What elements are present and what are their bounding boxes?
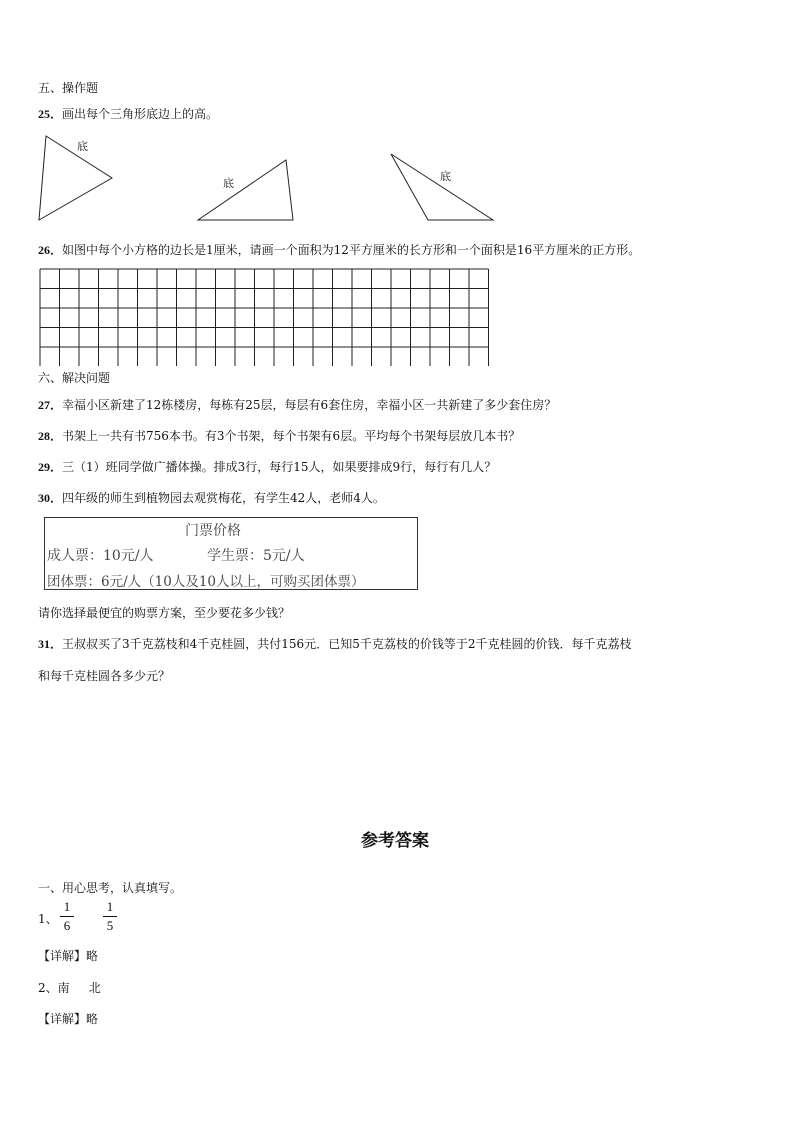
fraction-numerator: 1 (63, 899, 71, 914)
answers-section-1: 一、用心思考，认真填写。 (38, 881, 183, 895)
question-text: 王叔叔买了3千克荔枝和4千克桂圆，共付156元．已知5千克荔枝的价钱等于2千克桂圆的价钱．每千克荔枝 (62, 637, 632, 651)
question-30-prompt: 请你选择最便宜的购票方案，至少要花多少钱？ (38, 606, 291, 620)
ticket-price-title: 门票价格 (185, 523, 241, 539)
question-27 (38, 396, 556, 413)
question-31-line-2: 和每千克桂圆各多少元？ (38, 669, 171, 683)
ticket-price-table (44, 517, 418, 590)
triangle-2-base-label: 底 (223, 177, 234, 190)
square-grid (39, 268, 497, 366)
question-text: 三（1）班同学做广播体操。排成3行，每行15人，如果要排成9行，每行有几人？ (62, 460, 497, 474)
question-31-line-1 (38, 635, 631, 652)
question-number: 28． (38, 429, 63, 443)
question-text: 书架上一共有书756本书。有3个书架，每个书架有6层。平均每个书架每层放几本书？ (62, 429, 521, 443)
answer-1-detail: 【详解】略 (38, 949, 99, 963)
question-29 (38, 458, 496, 475)
question-28 (38, 427, 520, 444)
answer-2-detail: 【详解】略 (38, 1012, 99, 1026)
fraction-numerator: 1 (106, 899, 114, 914)
question-text: 如图中每个小方格的边长是1厘米，请画一个面积为12平方厘米的长方形和一个面积是16平方厘米的正方形。 (62, 243, 641, 257)
question-number: 30． (38, 491, 63, 505)
question-number: 26． (38, 243, 63, 257)
section-title-5: 五、操作题 (38, 81, 99, 95)
section-title-6: 六、解决问题 (38, 371, 111, 385)
ticket-group-price: 团体票：6元/人（10人及10人以上，可购买团体票） (47, 574, 365, 590)
question-30 (38, 489, 385, 506)
question-number: 31． (38, 637, 63, 651)
question-number: 25． (38, 107, 63, 121)
triangle-1 (39, 136, 112, 220)
answers-title: 参考答案 (361, 831, 429, 851)
triangle-figures (36, 134, 506, 226)
triangle-1-base-label: 底 (77, 140, 88, 153)
answer-1-number: 1、 (38, 912, 58, 926)
question-25 (38, 105, 218, 122)
question-number: 27． (38, 398, 63, 412)
answer-1-fraction-2 (103, 899, 117, 934)
fraction-bar (103, 916, 117, 917)
triangle-2 (198, 160, 293, 220)
fraction-bar (60, 916, 74, 917)
ticket-student-price: 学生票：5元/人 (207, 548, 305, 564)
question-number: 29． (38, 460, 63, 474)
question-26 (38, 241, 640, 258)
triangle-3-base-label: 底 (440, 170, 451, 183)
answer-2: 2、南 北 (38, 981, 101, 995)
question-text: 幸福小区新建了12栋楼房，每栋有25层，每层有6套住房，幸福小区一共新建了多少套住房？ (62, 398, 557, 412)
question-text: 四年级的师生到植物园去观赏梅花，有学生42人，老师4人。 (62, 491, 385, 505)
ticket-adult-price: 成人票：10元/人 (47, 548, 154, 564)
answer-1-fraction-1 (60, 899, 74, 934)
triangle-3 (391, 154, 493, 220)
question-text: 画出每个三角形底边上的高。 (62, 107, 219, 121)
fraction-denominator: 6 (63, 918, 71, 933)
fraction-denominator: 5 (106, 918, 114, 933)
